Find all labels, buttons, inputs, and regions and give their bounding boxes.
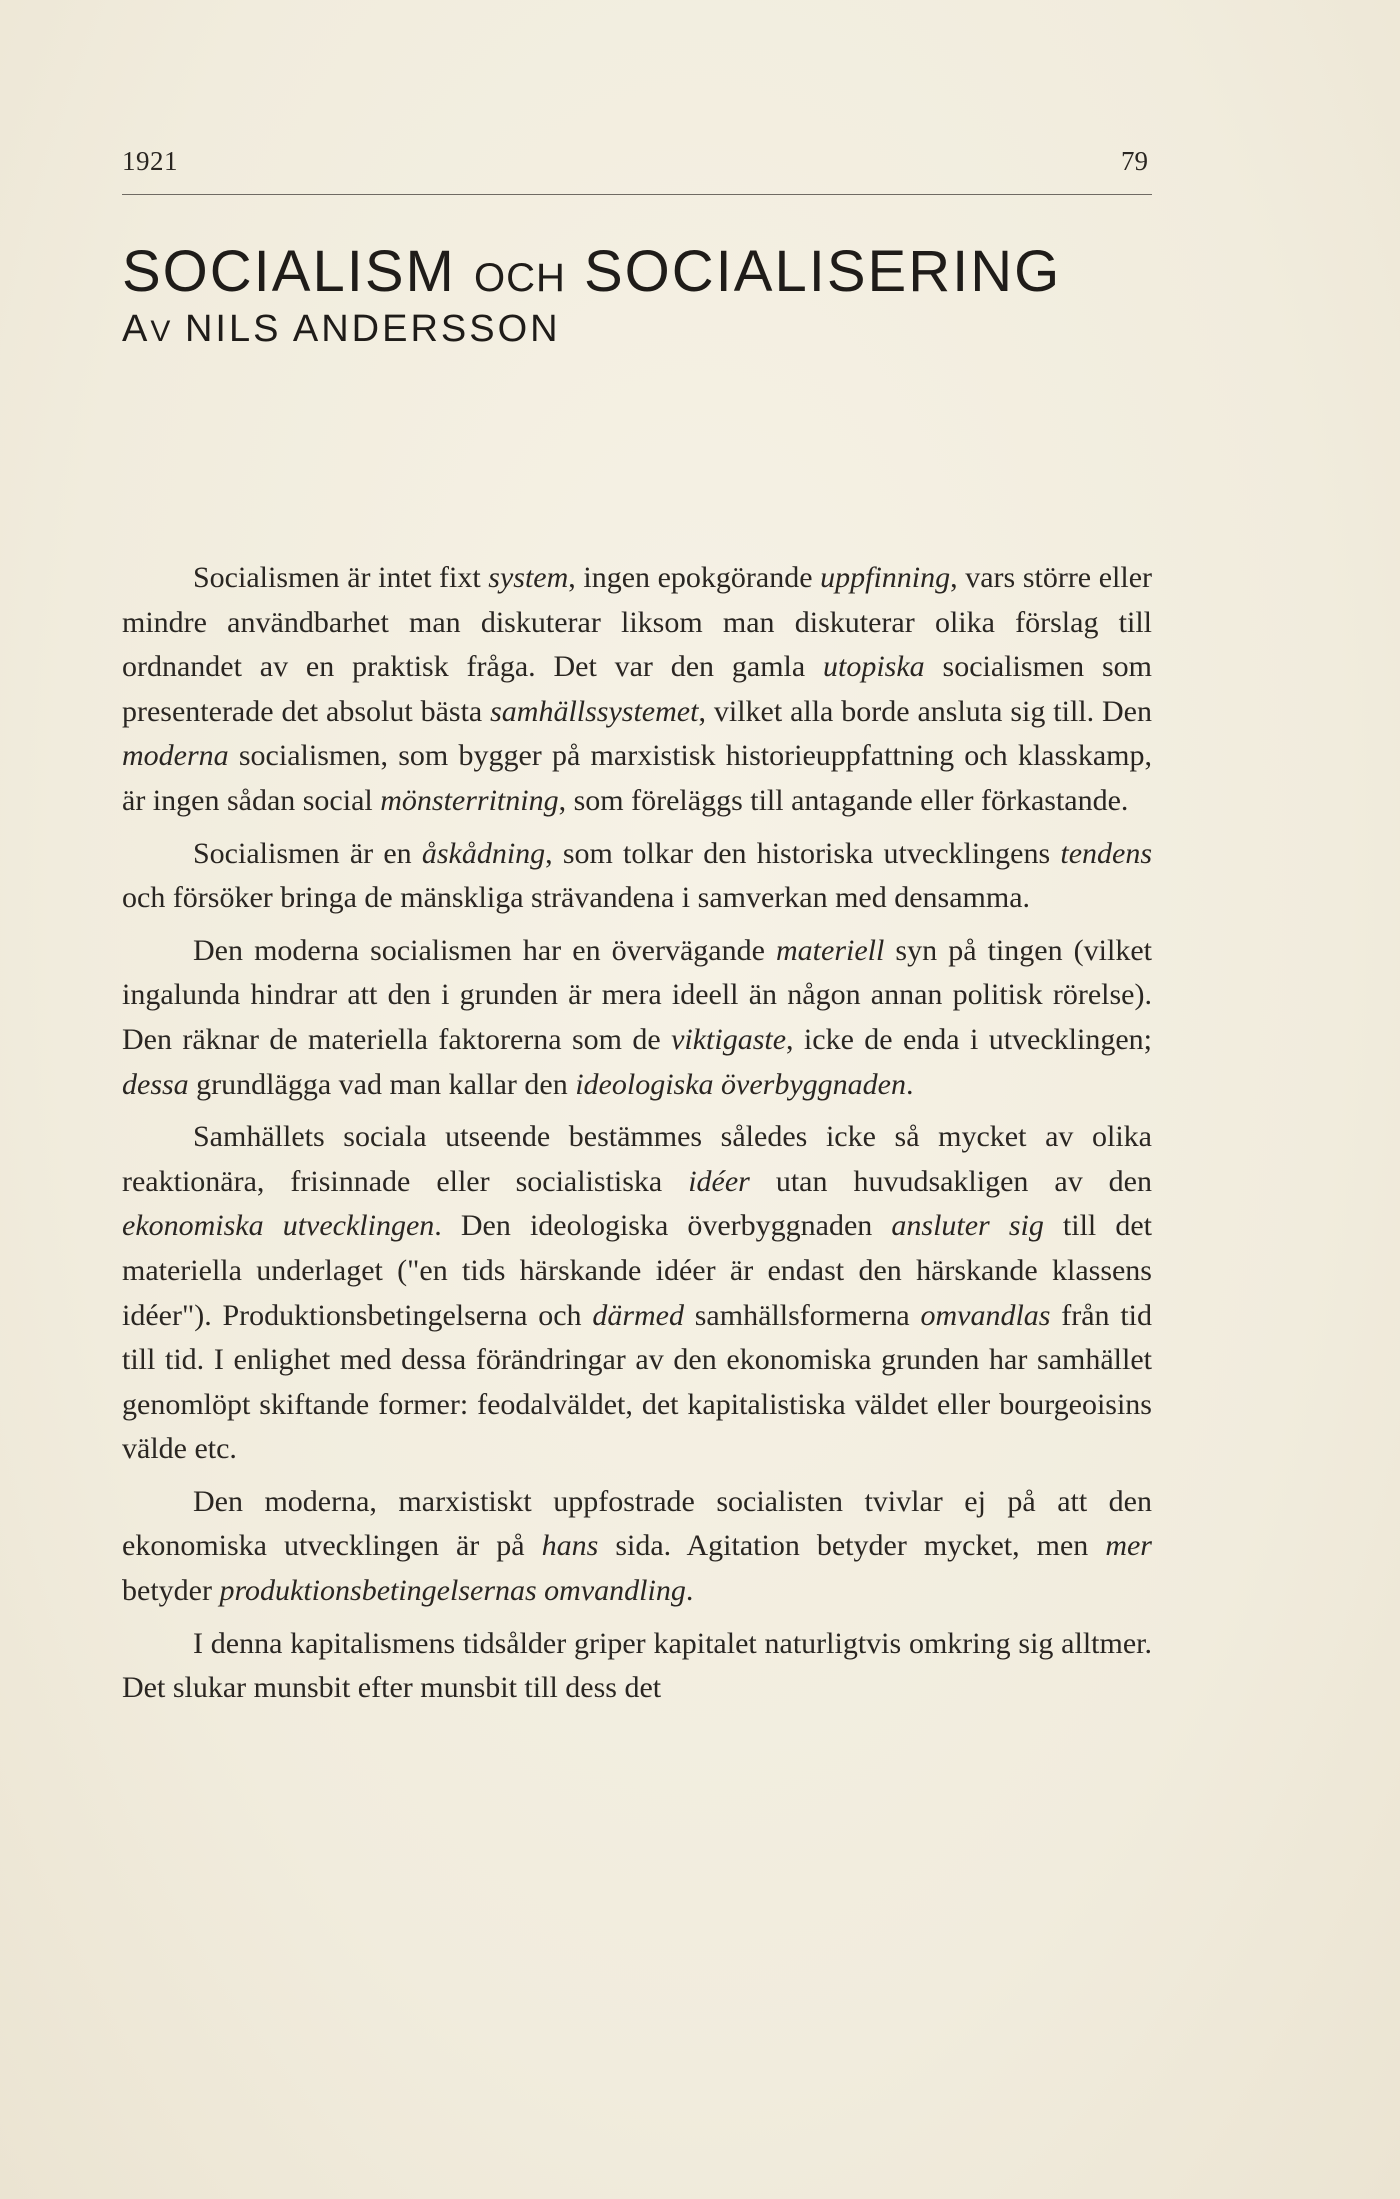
paragraph-text: från tid till tid. I enlighet med dessa förändringar av den ekonomiska grunden har samhället genomlöpt skiftande former: feodalväldet, det kapitalistiska väldet eller bourgeoisins välde etc. [122,1298,1153,1466]
body-paragraph [122,1622,1152,1711]
paragraph-text: , som tolkar den historiska utvecklingens [545,836,1061,870]
paragraph-text: I denna kapitalismens tidsålder griper kapitalet naturligtvis omkring sig alltmer. Det slukar munsbit efter munsbit till dess det [122,1626,1152,1705]
emphasized-text: därmed [592,1298,684,1332]
paragraph-text: Den moderna socialismen har en övervägande [193,933,777,967]
emphasized-text: materiell [776,933,885,967]
body-paragraph [122,1480,1152,1614]
paragraph-text: , vars större eller mindre användbarhet man diskuterar liksom man diskuterar olika förslag till ordnandet av en praktisk fråga. Det var den gamla [122,561,1153,684]
emphasized-text: viktigaste [671,1022,787,1056]
page-number: 79 [1121,146,1148,176]
body-paragraph [122,929,1152,1107]
emphasized-text: dessa [122,1067,189,1101]
paragraph-text: Socialismen är en [193,836,422,870]
paragraph-text: och försöker bringa de mänskliga strävandena i samverkan med densamma. [122,881,1031,915]
title-word-socialism: SOCIALISM [122,239,456,304]
title-word-socialisering: SOCIALISERING [584,239,1062,304]
paragraph-text: Samhällets sociala utseende bestämmes således icke så mycket av olika reaktionära, frisinnade eller socialistiska [122,1120,1152,1198]
emphasized-text: omvandlas [920,1298,1051,1332]
emphasized-text: hans [541,1529,599,1563]
paragraph-text: till det materiella underlaget ("en tids härskande idéer är endast den härskande klassens idéer"). Produktionsbetingelserna och [122,1209,1152,1332]
paragraph-text: . Den ideologiska överbyggnaden [434,1209,892,1243]
emphasized-text: mer [1105,1529,1152,1563]
paragraph-text: . [685,1574,694,1608]
paragraph-text: , icke de enda i utvecklingen; [786,1022,1152,1056]
paragraph-text: Socialismen är intet fixt [193,561,489,594]
paragraph-text: socialismen som presenterade det absolut bästa [122,650,1152,728]
emphasized-text: moderna [122,739,229,773]
body-paragraph [122,556,1152,824]
body-paragraph [122,832,1152,921]
emphasized-text: idéer [688,1164,750,1198]
paragraph-text: , ingen epokgörande [568,561,821,594]
author-byline [122,308,561,351]
paragraph-text: samhällsformerna [683,1298,921,1332]
paragraph-text: , som föreläggs till antagande eller förkastande. [558,783,1129,817]
emphasized-text: mönsterritning [380,783,559,817]
byline-prefix-initial: A [122,308,151,350]
emphasized-text: ekonomiska utvecklingen [122,1209,435,1243]
header-year: 1921 [122,146,178,176]
emphasized-text: uppfinning [820,561,951,594]
paragraph-text: betyder [122,1574,220,1608]
paragraph-text: syn på tingen (vilket ingalunda hindrar att den i grunden är mera ideell än någon annan politisk rörelse). Den räknar de materiella faktorerna som de [122,933,1152,1056]
article-title [122,238,1061,305]
paragraph-text: , vilket alla borde ansluta sig till. Den [698,694,1152,728]
paragraph-text: sida. Agitation betyder mycket, men [598,1529,1106,1563]
emphasized-text: ideologiska överbyggnaden [575,1067,906,1101]
article-body [122,556,1152,1719]
emphasized-text: samhällssystemet [490,694,699,728]
body-paragraph [122,1115,1152,1472]
running-header [122,146,1152,195]
emphasized-text: system [488,561,569,594]
emphasized-text: utopiska [823,650,925,684]
emphasized-text: åskådning [421,836,546,870]
author-name: NILS ANDERSSON [184,308,561,350]
paragraph-text: . [905,1067,914,1101]
emphasized-text: ansluter sig [891,1209,1044,1243]
title-connector: OCH [473,256,566,300]
paragraph-text: socialismen, som bygger på marxistisk historieuppfattning och klasskamp, är ingen sådan social [122,739,1152,817]
paragraph-text: Den moderna, marxistiskt uppfostrade socialisten tvivlar ej på att den ekonomiska utvecklingen är på [122,1484,1152,1563]
emphasized-text: produktionsbetingelsernas omvandling [219,1574,686,1608]
paragraph-text: utan huvudsakligen av den [749,1164,1152,1198]
paragraph-text: grundlägga vad man kallar den [188,1067,576,1101]
emphasized-text: tendens [1060,836,1152,870]
byline-prefix-rest: V [150,315,172,348]
